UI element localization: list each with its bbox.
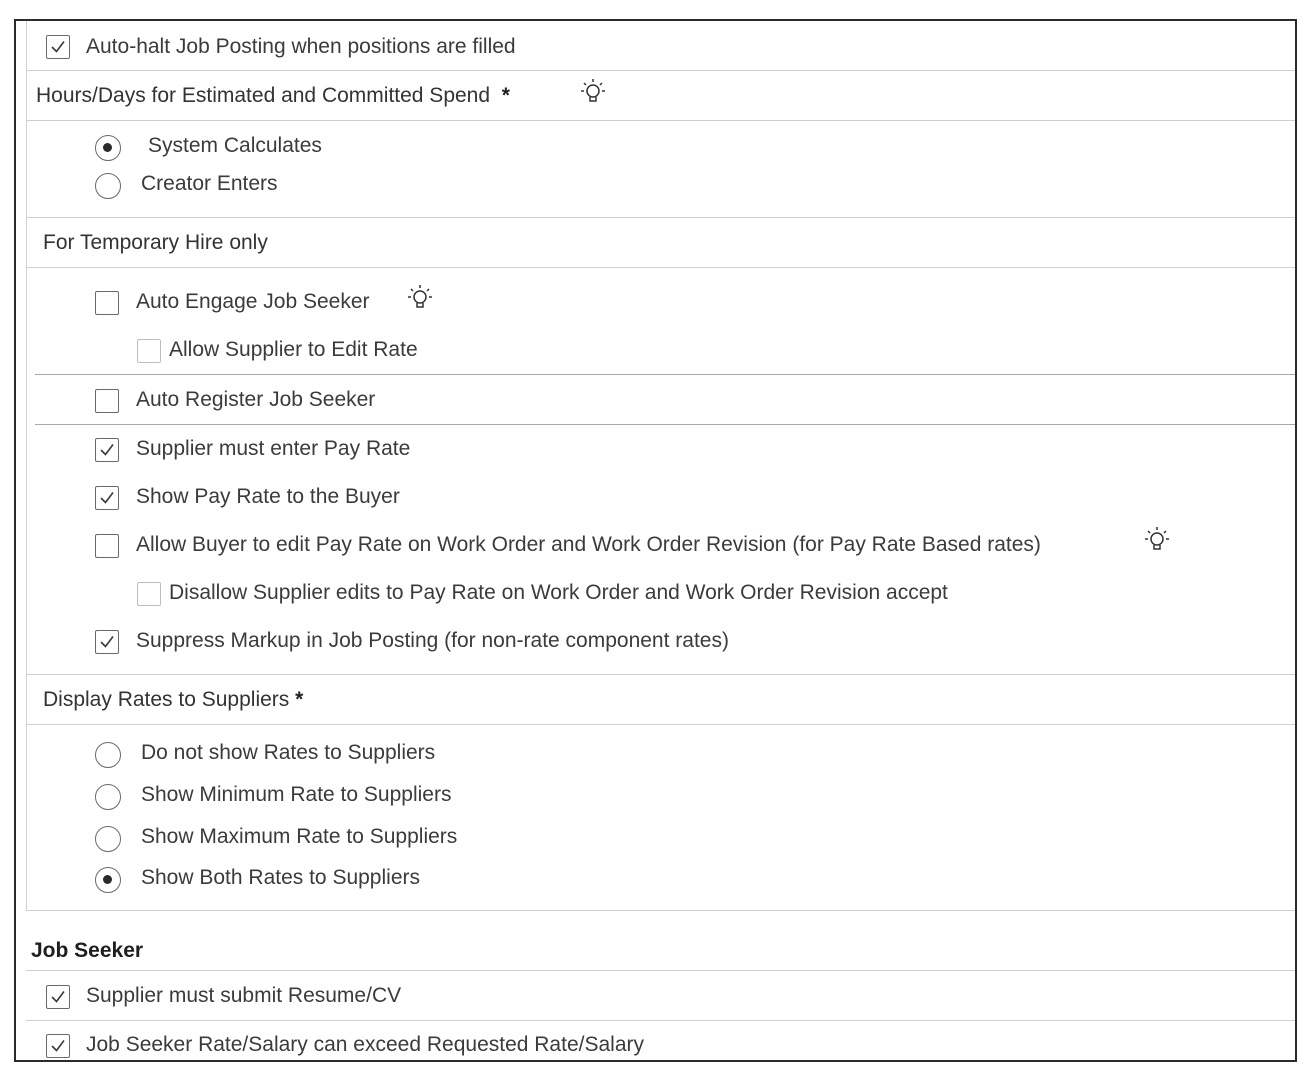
allow-buyer-edit-checkbox[interactable] <box>95 534 119 558</box>
suppress-markup-label: Suppress Markup in Job Posting (for non-rate component rates) <box>136 629 729 652</box>
radio-show-minimum-rate[interactable] <box>95 784 121 810</box>
radio-system-calculates[interactable] <box>95 135 121 161</box>
rate-exceed-checkbox[interactable] <box>46 1034 70 1058</box>
divider <box>35 374 1295 375</box>
lightbulb-icon[interactable] <box>406 283 434 313</box>
display-rates-heading: Display Rates to Suppliers * <box>43 688 304 711</box>
required-mark: * <box>295 688 304 711</box>
settings-panel <box>14 19 1297 1062</box>
allow-supplier-edit-rate-checkbox[interactable] <box>137 339 161 363</box>
auto-engage-checkbox[interactable] <box>95 291 119 315</box>
radio-label: Show Maximum Rate to Suppliers <box>141 825 458 848</box>
job-seeker-heading: Job Seeker <box>31 939 144 962</box>
radio-show-maximum-rate[interactable] <box>95 826 121 852</box>
disallow-supplier-edits-label: Disallow Supplier edits to Pay Rate on Work Order and Work Order Revision accept <box>169 581 948 604</box>
divider <box>26 1020 1295 1021</box>
temp-hire-heading: For Temporary Hire only <box>43 231 268 254</box>
radio-do-not-show-rates[interactable] <box>95 742 121 768</box>
suppress-markup-checkbox[interactable] <box>95 630 119 654</box>
lightbulb-icon[interactable] <box>579 77 607 107</box>
divider <box>26 267 1295 268</box>
radio-label: Do not show Rates to Suppliers <box>141 741 436 764</box>
auto-halt-checkbox[interactable] <box>46 35 70 59</box>
spend-heading: Hours/Days for Estimated and Committed Spend * <box>36 84 510 107</box>
lightbulb-icon[interactable] <box>1143 525 1171 555</box>
divider <box>26 910 1295 911</box>
allow-supplier-edit-rate-label: Allow Supplier to Edit Rate <box>169 338 418 361</box>
show-pay-rate-checkbox[interactable] <box>95 486 119 510</box>
divider <box>35 424 1295 425</box>
radio-label: Show Minimum Rate to Suppliers <box>141 783 452 806</box>
radio-label: System Calculates <box>148 134 322 157</box>
auto-engage-label: Auto Engage Job Seeker <box>136 290 370 313</box>
radio-label: Show Both Rates to Suppliers <box>141 866 420 889</box>
section-left-border <box>26 21 27 911</box>
divider <box>26 70 1295 71</box>
rate-exceed-label: Job Seeker Rate/Salary can exceed Requested Rate/Salary <box>86 1033 644 1056</box>
disallow-supplier-edits-checkbox[interactable] <box>137 582 161 606</box>
submit-resume-label: Supplier must submit Resume/CV <box>86 984 402 1007</box>
divider <box>26 120 1295 121</box>
radio-show-both-rates[interactable] <box>95 867 121 893</box>
submit-resume-checkbox[interactable] <box>46 985 70 1009</box>
divider <box>26 970 1295 971</box>
show-pay-rate-label: Show Pay Rate to the Buyer <box>136 485 400 508</box>
supplier-pay-rate-label: Supplier must enter Pay Rate <box>136 437 411 460</box>
auto-register-checkbox[interactable] <box>95 389 119 413</box>
allow-buyer-edit-label: Allow Buyer to edit Pay Rate on Work Order and Work Order Revision (for Pay Rate Based rates) <box>136 533 1041 556</box>
auto-halt-label: Auto-halt Job Posting when positions are filled <box>86 35 516 58</box>
divider <box>26 217 1295 218</box>
auto-register-label: Auto Register Job Seeker <box>136 388 376 411</box>
radio-creator-enters[interactable] <box>95 173 121 199</box>
supplier-pay-rate-checkbox[interactable] <box>95 438 119 462</box>
divider <box>26 674 1295 675</box>
divider <box>26 724 1295 725</box>
required-mark: * <box>501 84 510 107</box>
radio-label: Creator Enters <box>141 172 278 195</box>
